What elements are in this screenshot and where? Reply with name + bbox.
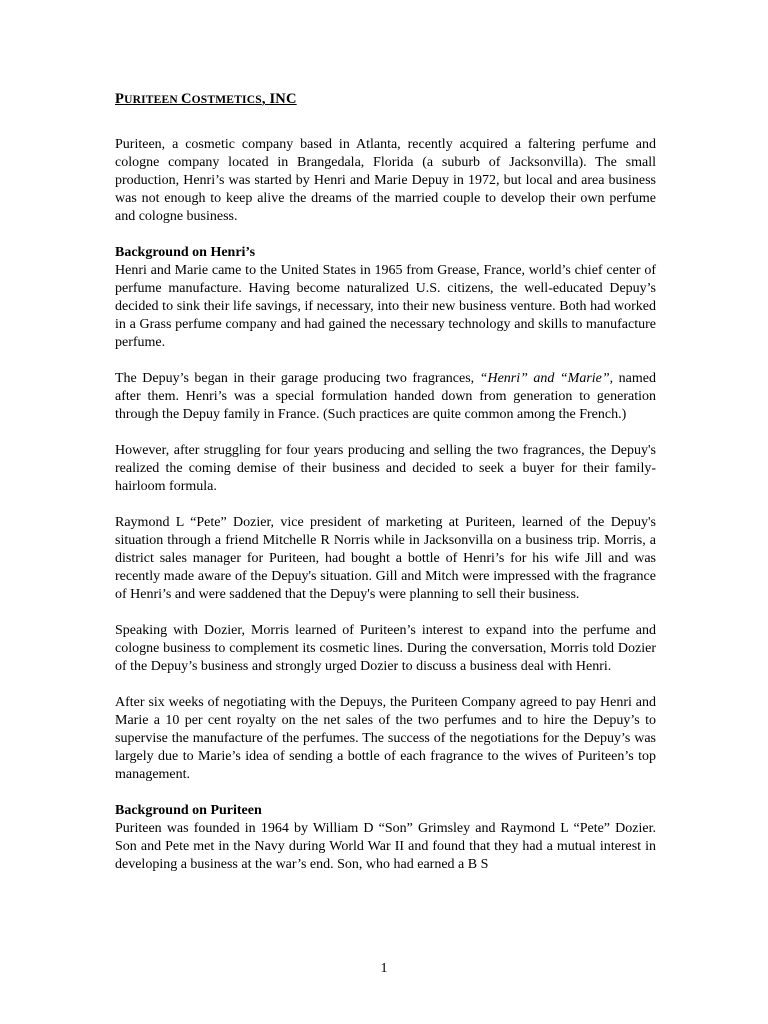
henris-p2-fragrance-names: “Henri” and “Marie”	[479, 371, 610, 386]
page-number: 1	[380, 961, 388, 976]
title-letter-c: C	[180, 91, 192, 107]
title-ostmetics: OSTMETICS	[191, 94, 262, 106]
intro-paragraph: Puriteen, a cosmetic company based in Atlanta, recently acquired a faltering perfume and cologne company located in Brangedala, Florida (a suburb of Jacksonvilla). The small production, Henri’s was started by Henri and Marie Depuy in 1972, but local and area business was not enough to keep alive the dreams of the married couple to develop their own perfume and cologne business.	[115, 137, 656, 224]
heading-background-henris: Background on Henri’s	[115, 245, 256, 260]
henris-paragraph-4: Raymond L “Pete” Dozier, vice president of marketing at Puriteen, learned of the Depuy's situation through a friend Mitchelle R Norris while in Jacksonvilla on a business trip. Morris, a district sales manager for Puriteen, had bought a bottle of Henri’s for his wife Jill and was recently made aware of the Depuy's situation. Gill and Mitch were impressed with the fragrance of Henri’s and were saddened that the Depuy's were planning to sell their business.	[115, 515, 656, 602]
puriteen-paragraph-1: Puriteen was founded in 1964 by William D “Son” Grimsley and Raymond L “Pete” Dozier. Son and Pete met in the Navy during World War II and found that they had a mutual interest in developing a business at the war’s end. Son, who had earned a B S	[115, 821, 656, 872]
title-inc: , INC	[261, 91, 297, 107]
henris-paragraph-6: After six weeks of negotiating with the Depuys, the Puriteen Company agreed to pay Henri and Marie a 10 per cent royalty on the net sales of the two perfumes and to hire the Depuy’s to supervise the manufacture of the perfumes. The success of the negotiations for the Depuy’s was largely due to Marie’s idea of sending a bottle of each fragrance to the wives of Puriteen’s top management.	[115, 695, 656, 782]
henris-paragraph-1: Henri and Marie came to the United States in 1965 from Grease, France, world’s chief center of perfume manufacture. Having become naturalized U.S. citizens, the well-educated Depuy’s decided to sink their life savings, if necessary, into their new business venture. Both had worked in a Grass perfume company and had gained the necessary technology and skills to manufacture perfume.	[115, 263, 656, 350]
heading-background-puriteen: Background on Puriteen	[115, 803, 262, 818]
title-letter-p: P	[115, 91, 125, 107]
henris-paragraph-3: However, after struggling for four years producing and selling the two fragrances, the Depuy's realized the coming demise of their business and decided to seek a buyer for their family-hairloom formula.	[115, 443, 656, 494]
henris-p2-start: The Depuy’s began in their garage producing two fragrances,	[115, 371, 480, 386]
title-uriteen: URITEEN	[124, 94, 181, 106]
henris-paragraph-2	[115, 370, 656, 424]
henris-paragraph-5: Speaking with Dozier, Morris learned of Puriteen’s interest to expand into the perfume and cologne business to complement its cosmetic lines. During the conversation, Morris told Dozier of the Depuy’s business and strongly urged Dozier to discuss a business deal with Henri.	[115, 623, 656, 674]
document-title	[115, 91, 656, 108]
document-body	[115, 91, 656, 874]
henris-p2-end: , named after them. Henri’s was a special formulation handed down from generation to generation through the Depuy family in France. (Such practices are quite common among the French.)	[115, 371, 656, 422]
